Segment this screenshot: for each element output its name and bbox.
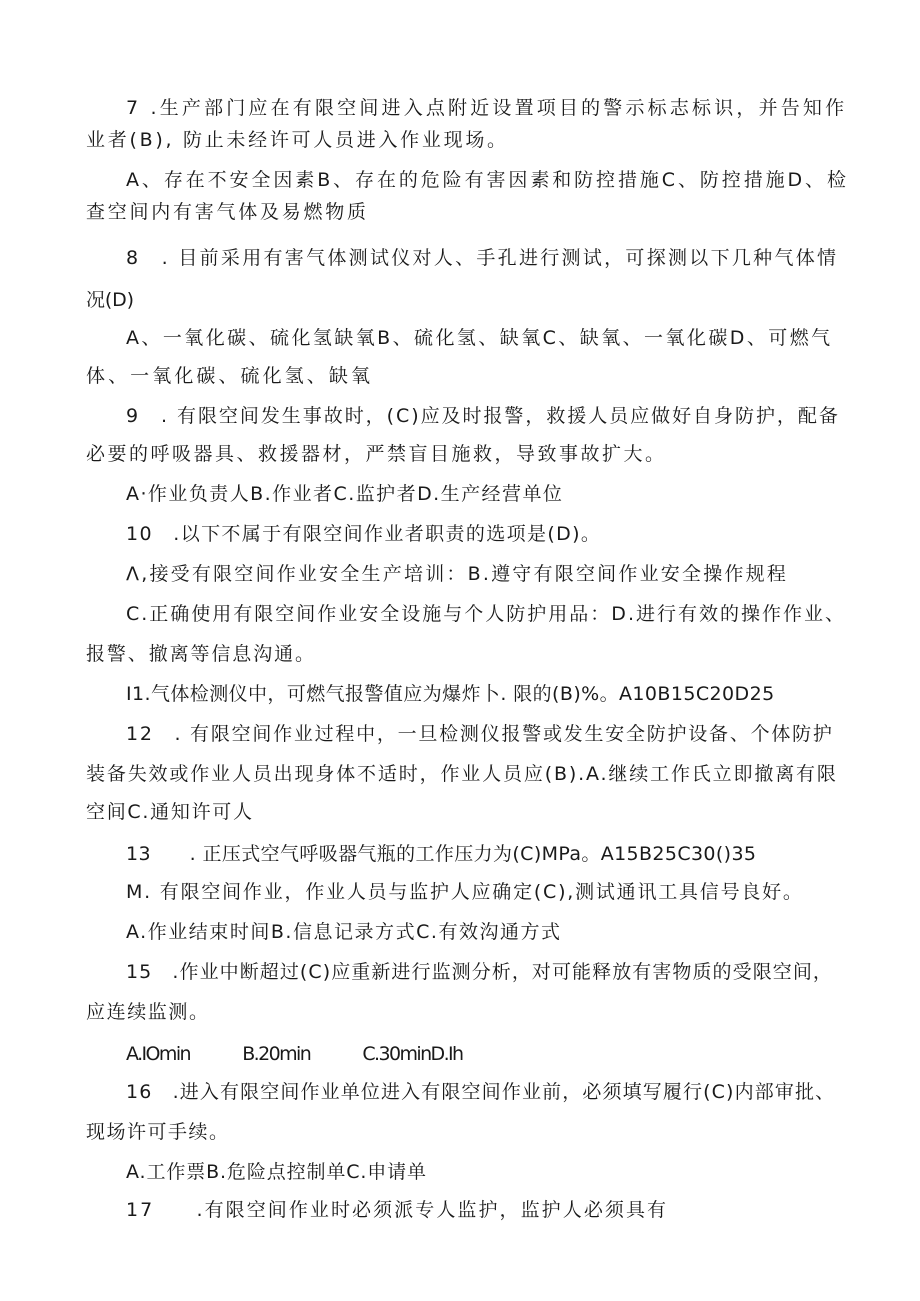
question-16-line-2: 现场许可手续。: [86, 1121, 230, 1143]
question-8-options-line-1: A、一氧化碳、硫化氢缺氧B、硫化氢、缺氧C、缺氧、一氧化碳D、可燃气: [126, 327, 833, 349]
question-17-line-1: 17 .有限空间作业时必须派专人监护，监护人必须具有: [126, 1199, 669, 1221]
question-15-options: A.IOmin B.20min C.30minD.Ih: [126, 1043, 463, 1065]
question-9-line-1: 9 . 有限空间发生事故时，(C)应及时报警，救援人员应做好自身防护，配备: [126, 405, 840, 427]
question-9-line-2: 必要的呼吸器具、救援器材，严禁盲目施救，导致事故扩大。: [86, 443, 667, 465]
question-10-options-line-1: Λ,接受有限空间作业安全生产培训：B.遵守有限空间作业安全操作规程: [126, 563, 789, 585]
question-7-options-line-2: 查空间内有害气体及易燃物质: [86, 201, 369, 223]
question-14: M. 有限空间作业，作业人员与监护人应确定(C),测试通讯工具信号良好。: [126, 881, 804, 903]
question-8-line-1: 8 . 目前采用有害气体测试仪对人、手孔进行测试，可探测以下几种气体情: [126, 247, 839, 269]
question-16-options: A.工作票B.危险点控制单C.申请单: [126, 1161, 427, 1183]
question-10-options-line-2: C.正确使用有限空间作业安全设施与个人防护用品：D.进行有效的操作作业、: [126, 603, 846, 625]
question-10-options-line-3: 报警、撤离等信息沟通。: [86, 643, 316, 665]
question-13: 13 . 正压式空气呼吸器气瓶的工作压力为(C)MPa。A15B25C30()35: [126, 843, 757, 865]
question-12-line-3: 空间C.通知许可人: [86, 801, 254, 823]
question-12-line-2: 装备失效或作业人员出现身体不适时，作业人员应(B).A.继续工作氏立即撤离有限: [86, 763, 838, 785]
question-8-line-2: 况(D): [86, 289, 134, 311]
question-10: 10 .以下不属于有限空间作业者职责的选项是(D)。: [126, 523, 602, 545]
question-16-line-1: 16 .进入有限空间作业单位进入有限空间作业前，必须填写履行(C)内部审批、: [126, 1081, 836, 1103]
question-12-line-1: 12 . 有限空间作业过程中，一旦检测仪报警或发生安全防护设备、个体防护: [126, 723, 834, 745]
question-7-options-line-1: A、存在不安全因素B、存在的危险有害因素和防控措施C、防控措施D、检: [126, 169, 849, 191]
question-15-line-1: 15 .作业中断超过(C)应重新进行监测分析，对可能释放有害物质的受限空间，: [126, 961, 833, 983]
question-14-options: A.作业结束时间B.信息记录方式C.有效沟通方式: [126, 921, 562, 943]
question-7-line-1: 7 .生产部门应在有限空间进入点附近设置项目的警示标志标识，并告知作: [126, 97, 848, 119]
question-8-options-line-2: 体、一氧化碳、硫化氢、缺氧: [86, 365, 374, 387]
question-9-options: A·作业负责人B.作业者C.监护者D.生产经营单位: [126, 483, 564, 505]
question-11: I1.气体检测仪中，可燃气报警值应为爆炸卜. 限的(B)%。A10B15C20D25: [126, 683, 775, 705]
question-7-line-2: 业者(B), 防止未经许可人员进入作业现场。: [86, 129, 509, 151]
question-15-line-2: 应连续监测。: [86, 1001, 210, 1023]
